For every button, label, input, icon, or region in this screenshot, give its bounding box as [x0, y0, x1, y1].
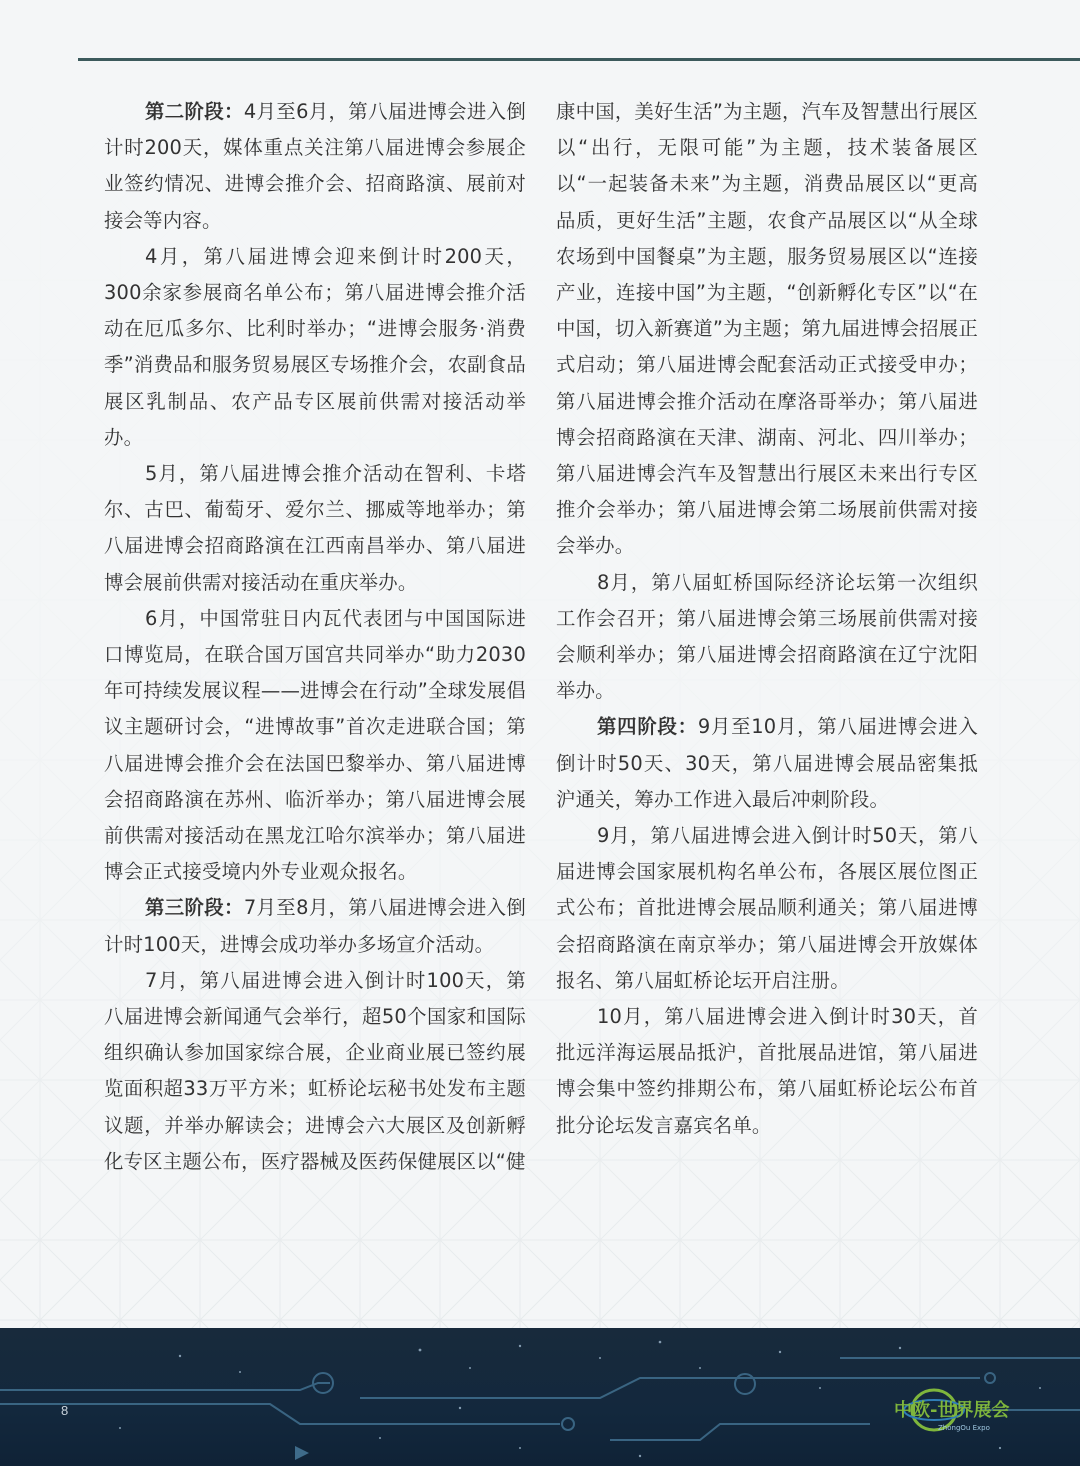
paragraph-text: 康中国，美好生活”为主题，汽车及智慧出行展区以“出行，无限可能”为主题，技术装备展区以“一起装备未来”为主题，消费品展区以“更高品质，更好生活”主题，农食产品展区以“从全球农场到中国餐桌”为主题，服务贸易展区以“连接产业，连接中国”为主题，“创新孵化专区”以“在中国，切入新赛道”为主题；第九届进博会招展正式启动；第八届进博会配套活动正式接受申办；第八届进博会推介活动在摩洛哥举办；第八届进博会招商路演在天津、湖南、河北、四川举办；第八届进博会汽车及智慧出行展区未来出行专区推介会举办；第八届进博会第二场展前供需对接会举办。	[556, 100, 978, 558]
paragraph-text: 9月至10月，第八届进博会进入倒计时50天、30天，第八届进博会展品密集抵沪通关，筹办工作进入最后冲刺阶段。	[556, 715, 978, 811]
paragraph-text: 6月，中国常驻日内瓦代表团与中国国际进口博览局，在联合国万国宫共同举办“助力2030年可持续发展议程——进博会在行动”全球发展倡议主题研讨会，“进博故事”首次走进联合国；第八届进博会推介会在法国巴黎举办、第八届进博会招商路演在苏州、临沂举办；第八届进博会展前供需对接活动在黑龙江哈尔滨举办；第八届进博会正式接受境内外专业观众报名。	[104, 606, 526, 884]
paragraph	[104, 601, 526, 891]
page-number: 8	[61, 1403, 69, 1418]
paragraph-text: 7月，第八届进博会进入倒计时100天，第八届进博会新闻通气会举行，超50个国家和国际组织确认参加国家综合展，企业商业展已签约展览面积超33万平方米；虹桥论坛秘书处发布主题议题，并举办解读会；进博会六大展区及创新孵化专区主题公布，医疗器械及医药保健展区以“健	[104, 968, 526, 1173]
expo-logo	[886, 1382, 1046, 1442]
paragraph	[556, 94, 978, 565]
logo-subtext: ZhongOu Expo	[938, 1424, 990, 1432]
stage-heading: 第二阶段：	[145, 100, 244, 123]
paragraph	[104, 963, 526, 1180]
top-rule	[78, 58, 1080, 61]
paragraph	[104, 94, 526, 239]
paragraph-text: 8月，第八届虹桥国际经济论坛第一次组织工作会召开；第八届进博会第三场展前供需对接会顺利举办；第八届进博会招商路演在辽宁沈阳举办。	[556, 570, 978, 703]
paragraph-text: 4月，第八届进博会迎来倒计时200天，300余家参展商名单公布；第八届进博会推介活动在厄瓜多尔、比利时举办；“进博会服务·消费季”消费品和服务贸易展区专场推介会，农副食品展区乳制品、农产品专区展前供需对接活动举办。	[104, 244, 526, 449]
paragraph	[556, 818, 978, 999]
paragraph-text: 10月，第八届进博会进入倒计时30天，首批远洋海运展品抵沪，首批展品进馆，第八届进博会集中签约排期公布，第八届虹桥论坛公布首批分论坛发言嘉宾名单。	[556, 1005, 978, 1137]
logo-text: 中欧-世界展会	[894, 1400, 1010, 1421]
left-column	[104, 94, 526, 1180]
paragraph	[556, 565, 978, 710]
paragraph	[104, 239, 526, 456]
paragraph	[556, 999, 978, 1144]
stage-heading: 第四阶段：	[597, 715, 698, 739]
paragraph-text: 4月至6月，第八届进博会进入倒计时200天，媒体重点关注第八届进博会参展企业签约情况、进博会推介会、招商路演、展前对接会等内容。	[104, 100, 526, 232]
paragraph-text: 9月，第八届进博会进入倒计时50天，第八届进博会国家展机构名单公布，各展区展位图正式公布；首批进博会展品顺利通关；第八届进博会招商路演在南京举办；第八届进博会开放媒体报名、第八届虹桥论坛开启注册。	[556, 824, 978, 992]
paragraph	[104, 456, 526, 601]
paragraph-text: 7月至8月，第八届进博会进入倒计时100天，进博会成功举办多场宣介活动。	[104, 896, 526, 956]
right-column	[556, 94, 978, 1144]
paragraph-text: 5月，第八届进博会推介活动在智利、卡塔尔、古巴、葡萄牙、爱尔兰、挪威等地举办；第八届进博会招商路演在江西南昌举办、第八届进博会展前供需对接活动在重庆举办。	[104, 462, 526, 594]
stage-heading: 第三阶段：	[145, 896, 244, 920]
paragraph	[104, 890, 526, 962]
paragraph	[556, 709, 978, 818]
